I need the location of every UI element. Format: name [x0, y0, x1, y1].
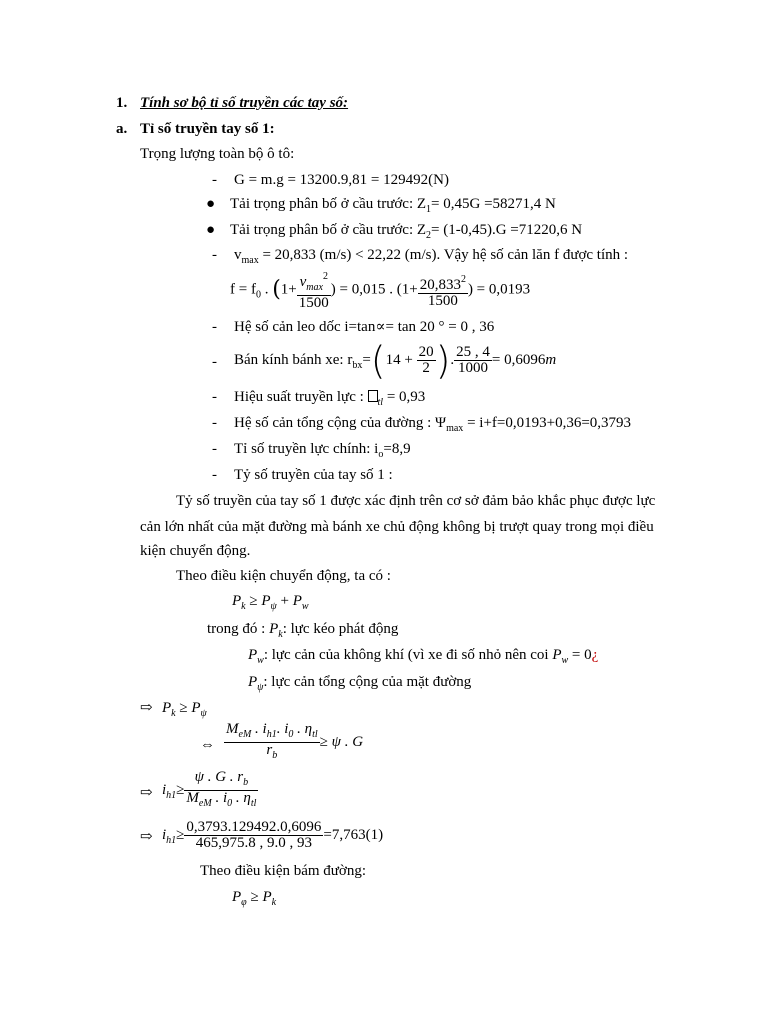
- rolling-resistance-formula: $f = f_0$ . (1+ $\frac{v_{max}^2}{1500}$ ) = 0,015 . (1+ $\frac{20,833^2}{1500}$ ) = 0,0193: [230, 271, 531, 311]
- implies-arrow-icon: ⇨: [140, 829, 153, 845]
- road-resistance-line: $P_\psi$: lực cản tổng cộng của mặt đường: [248, 674, 472, 693]
- grade-resistance-line: Hệ số cản leo dốc i=tan∝= tan 20 ° = 0 , 36: [234, 319, 495, 335]
- traction-inequality: $P_k \ge P_\psi + P_w$: [232, 593, 309, 612]
- iff-arrow-icon: ⇔: [200, 737, 215, 753]
- efficiency-line: Hiệu suất truyền lực : $_{tl}$ = 0,93: [234, 389, 426, 408]
- paragraph-line: cản lớn nhất của mặt đường mà bánh xe chủ động không bị trượt quay trong mọi điều: [140, 519, 654, 535]
- dash-bullet: -: [212, 319, 217, 335]
- heading-number-a: a.: [116, 121, 128, 137]
- dash-bullet: -: [212, 415, 217, 431]
- implies-arrow-icon: ⇨: [140, 700, 153, 716]
- ratio-inequality: $i_{h1}\ge$ $\frac{\psi . G . r_b}{M_{eM} . i_0 . \eta_{tl}}$: [162, 769, 257, 810]
- air-resistance-line: $P_w$: lực cản của không khí (vì xe đi số nhỏ nên coi $P_w$ = 0¿: [248, 647, 599, 666]
- dash-bullet: -: [212, 467, 217, 483]
- torque-inequality: $\frac{M_{eM} . i_{h1}. i_0 . \eta_{tl}}{r_b}$ ≥ ψ . G: [226, 721, 364, 762]
- bullet-dot-icon: ●: [206, 196, 216, 212]
- where-line: trong đó : $P_k$: lực kéo phát động: [207, 621, 399, 640]
- dash-bullet: -: [212, 389, 217, 405]
- dash-bullet: -: [212, 247, 217, 263]
- front-axle-load-1: Tải trọng phân bố ở cầu trước: $Z_1= 0,45G =58271,4$ N: [230, 196, 556, 215]
- dash-bullet: -: [212, 172, 217, 188]
- bullet-dot-icon: ●: [206, 222, 216, 238]
- implies-arrow-icon: ⇨: [140, 785, 153, 801]
- gear1-line: Tỷ số truyền của tay số 1 :: [234, 467, 393, 483]
- total-resistance-line: Hệ số cản tổng cộng của đường : $\Psi_{max} = i+f=0,0193+0,36=0,3793$: [234, 415, 632, 434]
- section-title: Tính sơ bộ tỉ số truyền các tay số:: [140, 95, 349, 111]
- adhesion-inequality: $P_\varphi \ge P_k$: [232, 889, 277, 908]
- wheel-radius-formula: Bán kính bánh xe: $r_{bx}=(14$ + $\frac{20}{2}$ ). $\frac{25 , 4}{1000}$ = 0,6096m: [234, 338, 557, 383]
- weight-intro: Trọng lượng toàn bộ ô tô:: [140, 146, 295, 162]
- motion-intro: Theo điều kiện chuyển động, ta có :: [176, 568, 391, 584]
- paragraph-line: Tỷ số truyền của tay số 1 được xác định trên cơ sở đảm bảo khắc phục được lực: [176, 493, 656, 509]
- front-axle-load-2: Tải trọng phân bố ở cầu trước: $Z_2= (1-0,45).G =71220,6$ N: [230, 222, 583, 241]
- weight-formula: G = m.g = 13200.9,81 = 129492(N): [234, 172, 449, 188]
- ratio-calculation: $i_{h1}\ge$ $\frac{0,3793.129492.0,6096}{465,975.8 , 9.0 , 93}$ =7,763(1): [162, 819, 384, 852]
- heading-number-1: 1.: [116, 95, 128, 111]
- missing-glyph-icon: [368, 390, 378, 402]
- dash-bullet: -: [212, 354, 217, 370]
- subsection-title: Tỉ số truyền tay số 1:: [140, 121, 275, 137]
- adhesion-intro: Theo điều kiện bám đường:: [200, 863, 367, 879]
- traction-simplified: $P_k \ge P_\psi$: [162, 700, 207, 719]
- dash-bullet: -: [212, 441, 217, 457]
- vmax-line: $v_{max} = 20,833$ (m/s) < 22,22 (m/s). Vậy hệ số cản lăn f được tính :: [234, 247, 629, 266]
- main-ratio-line: Tỉ số truyền lực chính: $i_o=8,9$: [234, 441, 411, 460]
- paragraph-line: kiện chuyển động.: [140, 543, 251, 559]
